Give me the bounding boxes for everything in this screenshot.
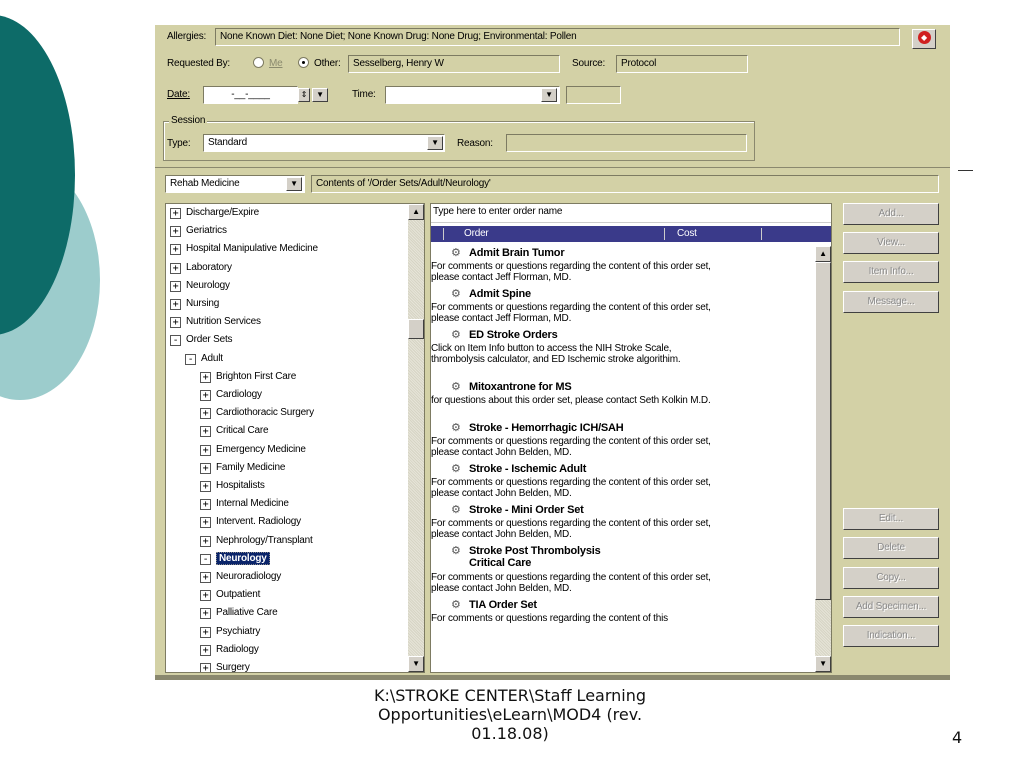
order-description: for questions about this order set, please contact Seth Kolkin M.D. xyxy=(431,395,711,406)
expand-icon[interactable]: + xyxy=(200,572,211,583)
order-name-text: Stroke Post Thrombolysis xyxy=(469,545,601,557)
expand-icon[interactable]: + xyxy=(200,590,211,601)
order-item[interactable] xyxy=(431,462,711,499)
tree-node-label: Intervent. Radiology xyxy=(216,516,301,528)
tree-node-label: Geriatrics xyxy=(186,225,227,237)
expand-icon[interactable]: + xyxy=(200,645,211,656)
window-bottom-edge xyxy=(155,675,950,680)
other-radio[interactable] xyxy=(298,57,309,68)
tree-scroll-down-button[interactable]: ▼ xyxy=(408,656,424,672)
orders-scroll-down-button[interactable]: ▼ xyxy=(815,656,831,672)
source-label: Source: xyxy=(572,58,606,69)
order-set-icon: ⚙ xyxy=(451,504,461,516)
caption-line: Opportunities\eLearn\MOD4 (rev. xyxy=(377,705,643,724)
tree-node-label: Adult xyxy=(201,352,223,364)
header-separator xyxy=(155,167,950,168)
message-button[interactable]: Message... xyxy=(843,291,939,313)
orders-scrollbar[interactable] xyxy=(815,246,831,672)
other-radio-label: Other: xyxy=(314,58,341,69)
collapse-icon[interactable]: - xyxy=(185,354,196,365)
reason-field[interactable] xyxy=(506,134,747,152)
allergy-alert-button[interactable] xyxy=(912,29,936,49)
tree-node[interactable] xyxy=(200,532,313,550)
item-info-button[interactable]: Item Info... xyxy=(843,261,939,283)
tree-node-label: Internal Medicine xyxy=(216,498,289,510)
expand-icon[interactable]: + xyxy=(170,281,181,292)
order-set-icon: ⚙ xyxy=(451,599,461,611)
tree-node[interactable] xyxy=(200,386,262,404)
order-name xyxy=(451,421,624,434)
header-divider xyxy=(761,228,762,240)
expand-icon[interactable]: + xyxy=(170,317,181,328)
order-name-text: Admit Spine xyxy=(469,288,531,300)
order-set-icon: ⚙ xyxy=(451,422,461,434)
expand-icon[interactable]: + xyxy=(200,663,211,673)
tree-node[interactable] xyxy=(170,313,261,331)
tree-node-label: Hospital Manipulative Medicine xyxy=(186,243,318,255)
order-description: For comments or questions regarding the content of this order set, please contact John Belden, MD. xyxy=(431,477,711,499)
tree-node[interactable] xyxy=(200,586,260,604)
tree-node[interactable] xyxy=(200,459,285,477)
tree-node[interactable] xyxy=(200,513,301,531)
view-button[interactable]: View... xyxy=(843,232,939,254)
order-column-header[interactable]: Order xyxy=(464,228,489,239)
order-name xyxy=(451,544,601,557)
order-description: For comments or questions regarding the content of this order set, please contact John Belden, MD. xyxy=(431,572,711,594)
tree-node-label: Cardiology xyxy=(216,389,262,400)
session-type-select[interactable]: Standard xyxy=(203,134,445,152)
order-name xyxy=(451,380,572,393)
add-button[interactable]: Add... xyxy=(843,203,939,225)
source-field[interactable]: Protocol xyxy=(616,55,748,73)
expand-icon[interactable]: + xyxy=(200,390,211,401)
tree-node[interactable] xyxy=(200,441,306,459)
caption-line: K:\STROKE CENTER\Staff Learning xyxy=(373,686,647,705)
order-description: For comments or questions regarding the content of this order set, please contact John Belden, MD. xyxy=(431,518,711,540)
tree-node-label: Nursing xyxy=(186,298,220,309)
tree-node[interactable] xyxy=(200,495,289,513)
order-item[interactable] xyxy=(431,544,711,594)
tree-node[interactable] xyxy=(170,331,232,349)
order-set-icon: ⚙ xyxy=(451,288,461,300)
order-item[interactable] xyxy=(431,328,681,365)
folder-dropdown-button[interactable]: ▼ xyxy=(286,177,302,191)
expand-icon[interactable]: + xyxy=(200,627,211,638)
order-description: For comments or questions regarding the content of this order set, please contact John Belden, MD. xyxy=(431,436,711,458)
tree-node-label: Brighton First Care xyxy=(216,370,297,382)
me-radio[interactable] xyxy=(253,57,264,68)
expand-icon[interactable]: + xyxy=(170,263,181,274)
order-set-icon: ⚙ xyxy=(451,381,461,393)
tree-node[interactable] xyxy=(200,623,260,641)
order-name-text: TIA Order Set xyxy=(469,599,537,611)
tree-node-label: Surgery xyxy=(216,662,250,673)
date-label: Date: xyxy=(167,89,190,100)
collapse-icon[interactable]: - xyxy=(170,335,181,346)
tree-node-label: Neurology xyxy=(216,552,270,565)
slide-caption xyxy=(330,686,690,743)
tree-node[interactable] xyxy=(170,204,259,222)
tree-node[interactable] xyxy=(170,222,227,240)
tree-node[interactable] xyxy=(170,295,219,313)
order-description: For comments or questions regarding the content of this xyxy=(431,613,668,624)
cost-column-header[interactable]: Cost xyxy=(677,228,697,239)
tree-scroll-up-button[interactable]: ▲ xyxy=(408,204,424,220)
order-item[interactable] xyxy=(431,421,711,458)
order-list-panel xyxy=(430,203,832,673)
order-item[interactable] xyxy=(431,598,668,624)
expand-icon[interactable]: + xyxy=(200,517,211,528)
date-spin-up-down[interactable]: ⇕ xyxy=(298,88,310,102)
tree-node[interactable] xyxy=(170,240,318,258)
tree-node[interactable] xyxy=(200,422,268,440)
tree-node-label: Emergency Medicine xyxy=(216,443,306,455)
order-name xyxy=(451,598,537,611)
delete-button[interactable]: Delete xyxy=(843,537,939,559)
order-set-icon: ⚙ xyxy=(451,463,461,475)
order-name-text: ED Stroke Orders xyxy=(469,329,558,341)
order-set-icon: ⚙ xyxy=(451,247,461,259)
copy-button[interactable]: Copy... xyxy=(843,567,939,589)
time-dropdown-button[interactable]: ▼ xyxy=(541,88,557,102)
tree-node[interactable] xyxy=(200,604,277,622)
contents-path-field: Contents of '/Order Sets/Adult/Neurology' xyxy=(311,175,939,193)
order-name xyxy=(451,328,558,341)
order-name-line2: Critical Care xyxy=(469,557,532,569)
expand-icon[interactable]: + xyxy=(200,372,211,383)
tree-scrollbar[interactable] xyxy=(408,204,424,672)
expand-icon[interactable]: + xyxy=(200,408,211,419)
tree-node-label: Order Sets xyxy=(186,334,233,346)
order-description: Click on Item Info button to access the NIH Stroke Scale, thrombolysis calculator, and ED Ischemic stroke algorithim. xyxy=(431,343,681,365)
session-type-dropdown-button[interactable]: ▼ xyxy=(427,136,443,150)
order-name-text: Stroke - Ischemic Adult xyxy=(469,463,587,475)
date-field[interactable]: -__-____ xyxy=(203,86,298,104)
order-list-header xyxy=(431,226,831,242)
expand-icon[interactable]: + xyxy=(170,244,181,255)
tree-node[interactable] xyxy=(200,659,250,673)
slide-page-number: 4 xyxy=(952,728,963,747)
caption-line: 01.18.08) xyxy=(471,724,549,743)
tree-node-label: Laboratory xyxy=(186,261,232,273)
tree-node[interactable] xyxy=(170,259,232,277)
tree-node[interactable] xyxy=(200,477,265,495)
tree-node-label: Nutrition Services xyxy=(186,316,261,328)
tree-node-label: Neurology xyxy=(186,279,230,291)
tree-node[interactable] xyxy=(200,368,296,386)
type-label: Type: xyxy=(167,138,191,149)
collapse-icon[interactable]: - xyxy=(200,554,211,565)
add-specimen-button[interactable]: Add Specimen... xyxy=(843,596,939,618)
tree-node[interactable] xyxy=(185,350,223,368)
date-calendar-button[interactable]: ▼ xyxy=(312,88,328,102)
me-radio-label: Me xyxy=(269,58,283,69)
expand-icon[interactable]: + xyxy=(170,226,181,237)
expand-icon[interactable]: + xyxy=(200,445,211,456)
order-item[interactable] xyxy=(431,503,711,540)
expand-icon[interactable]: + xyxy=(200,536,211,547)
order-item[interactable] xyxy=(431,246,711,283)
tree-node[interactable] xyxy=(200,550,270,568)
order-set-icon: ⚙ xyxy=(451,545,461,557)
expand-icon[interactable]: + xyxy=(170,208,181,219)
expand-icon[interactable]: + xyxy=(200,481,211,492)
expand-icon[interactable]: + xyxy=(200,499,211,510)
header-divider xyxy=(443,228,444,240)
tree-node[interactable] xyxy=(170,277,230,295)
order-name xyxy=(451,287,531,300)
folder-select[interactable]: Rehab Medicine xyxy=(165,175,305,193)
tree-node-label: Outpatient xyxy=(216,589,261,601)
tree-node-label: Cardiothoracic Surgery xyxy=(216,407,314,419)
other-provider-field[interactable]: Sesselberg, Henry W xyxy=(348,55,560,73)
time-extra-field xyxy=(566,86,621,104)
allergies-field: None Known Diet: None Diet; None Known Drug: None Drug; Environmental: Pollen xyxy=(215,28,900,46)
orders-scroll-up-button[interactable]: ▲ xyxy=(815,246,831,262)
tree-node-label: Neuroradiology xyxy=(216,571,282,582)
order-name xyxy=(451,503,584,516)
tree-node[interactable] xyxy=(200,404,314,422)
expand-icon[interactable]: + xyxy=(200,426,211,437)
order-set-icon: ⚙ xyxy=(451,329,461,341)
reason-label: Reason: xyxy=(457,138,493,149)
order-name-text: Stroke - Mini Order Set xyxy=(469,504,584,516)
allergies-label: Allergies: xyxy=(167,31,207,42)
tree-node-label: Psychiatry xyxy=(216,625,261,637)
order-item[interactable] xyxy=(431,287,711,324)
indication-button[interactable]: Indication... xyxy=(843,625,939,647)
tree-node-label: Hospitalists xyxy=(216,480,265,491)
tree-node-label: Family Medicine xyxy=(216,461,286,473)
expand-icon[interactable]: + xyxy=(170,299,181,310)
time-field[interactable] xyxy=(385,86,560,104)
orders-scroll-thumb[interactable] xyxy=(815,262,831,600)
order-item[interactable] xyxy=(431,380,711,406)
edit-button[interactable]: Edit... xyxy=(843,508,939,530)
tree-node-label: Critical Care xyxy=(216,425,269,437)
time-label: Time: xyxy=(352,89,376,100)
order-search-input[interactable]: Type here to enter order name xyxy=(431,204,831,223)
alert-icon: ◆ xyxy=(918,31,931,44)
me-radio-icon xyxy=(253,57,264,68)
session-group-title: Session xyxy=(171,115,206,126)
expand-icon[interactable]: + xyxy=(200,608,211,619)
other-radio-icon xyxy=(298,57,309,68)
order-description: For comments or questions regarding the content of this order set, please contact Jeff Florman, MD. xyxy=(431,302,711,324)
header-divider xyxy=(664,228,665,240)
tree-node-label: Radiology xyxy=(216,643,259,655)
tree-node[interactable] xyxy=(200,568,281,586)
tree-node[interactable] xyxy=(200,641,259,659)
tree-node-label: Palliative Care xyxy=(216,607,278,619)
order-name-text: Mitoxantrone for MS xyxy=(469,381,572,393)
order-description: For comments or questions regarding the content of this order set, please contact Jeff Florman, MD. xyxy=(431,261,711,283)
order-name-text: Admit Brain Tumor xyxy=(469,247,565,259)
folder-tree[interactable] xyxy=(165,203,425,673)
order-entry-window xyxy=(155,25,950,680)
slide-divider-line xyxy=(958,170,973,171)
tree-scroll-thumb[interactable] xyxy=(408,319,424,339)
order-name xyxy=(451,462,586,475)
expand-icon[interactable]: + xyxy=(200,463,211,474)
order-name-text: Stroke - Hemorrhagic ICH/SAH xyxy=(469,422,624,434)
tree-node-label: Nephrology/Transplant xyxy=(216,534,313,546)
tree-node-label: Discharge/Expire xyxy=(186,207,259,218)
requested-by-label: Requested By: xyxy=(167,58,230,69)
order-name xyxy=(451,246,564,259)
